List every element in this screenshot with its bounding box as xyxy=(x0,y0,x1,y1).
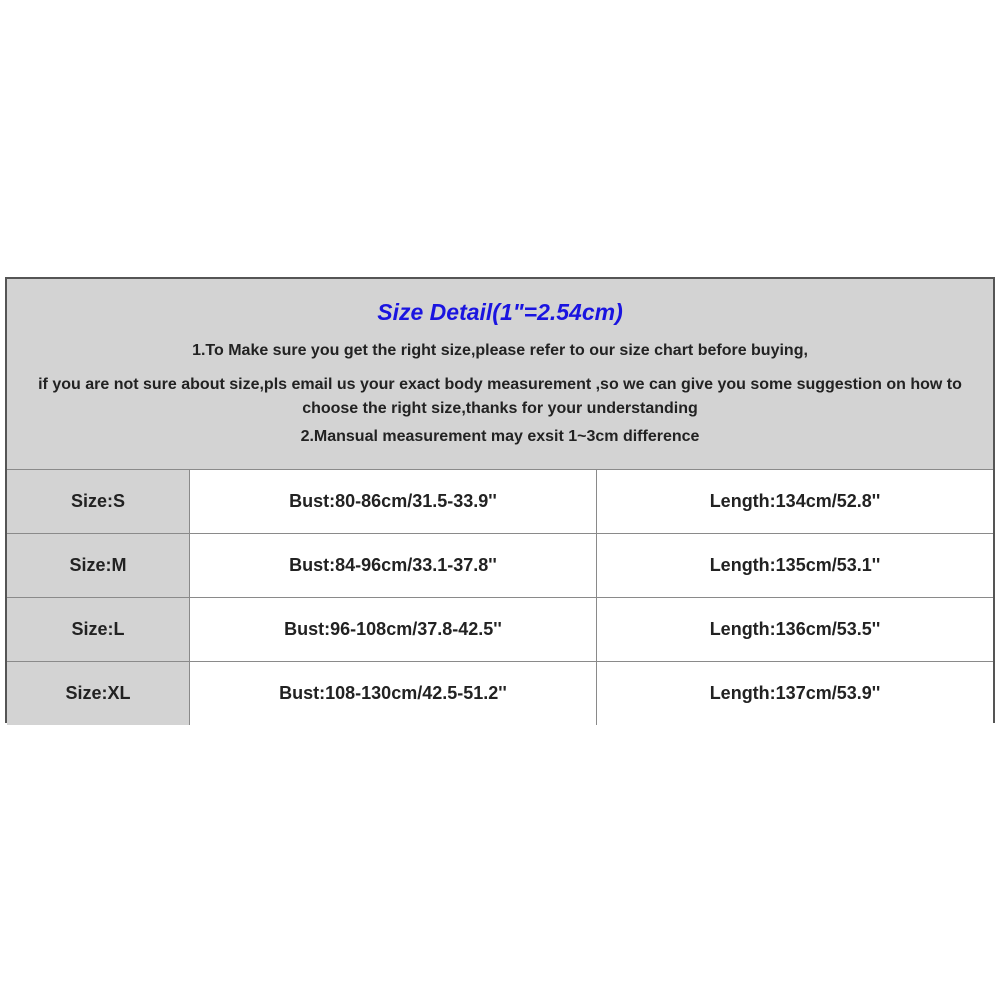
note-line-3: 2.Mansual measurement may exsit 1~3cm difference xyxy=(300,428,700,445)
table-row xyxy=(7,470,993,534)
table-row xyxy=(7,662,993,726)
size-detail-header xyxy=(7,279,993,469)
note-line-1: 1.To Make sure you get the right size,please refer to our size chart before buying, xyxy=(192,342,808,359)
bust-cell: Bust:96-108cm/37.8-42.5'' xyxy=(190,598,597,662)
bust-cell: Bust:84-96cm/33.1-37.8'' xyxy=(190,534,597,598)
note-line-2: if you are not sure about size,pls email us your exact body measurement ,so we can give you some suggestion on how to choose the right size,thanks for your understanding xyxy=(38,376,962,417)
size-label-cell: Size:L xyxy=(7,598,190,662)
length-cell: Length:135cm/53.1'' xyxy=(597,534,994,598)
size-detail-title: Size Detail(1"=2.54cm) xyxy=(377,299,623,325)
size-label-cell: Size:M xyxy=(7,534,190,598)
bust-cell: Bust:80-86cm/31.5-33.9'' xyxy=(190,470,597,534)
length-cell: Length:137cm/53.9'' xyxy=(597,662,994,726)
size-detail-card xyxy=(5,277,995,723)
length-cell: Length:134cm/52.8'' xyxy=(597,470,994,534)
size-table xyxy=(7,469,993,725)
length-cell: Length:136cm/53.5'' xyxy=(597,598,994,662)
bust-cell: Bust:108-130cm/42.5-51.2'' xyxy=(190,662,597,726)
table-row xyxy=(7,534,993,598)
size-label-cell: Size:XL xyxy=(7,662,190,726)
size-label-cell: Size:S xyxy=(7,470,190,534)
table-row xyxy=(7,598,993,662)
